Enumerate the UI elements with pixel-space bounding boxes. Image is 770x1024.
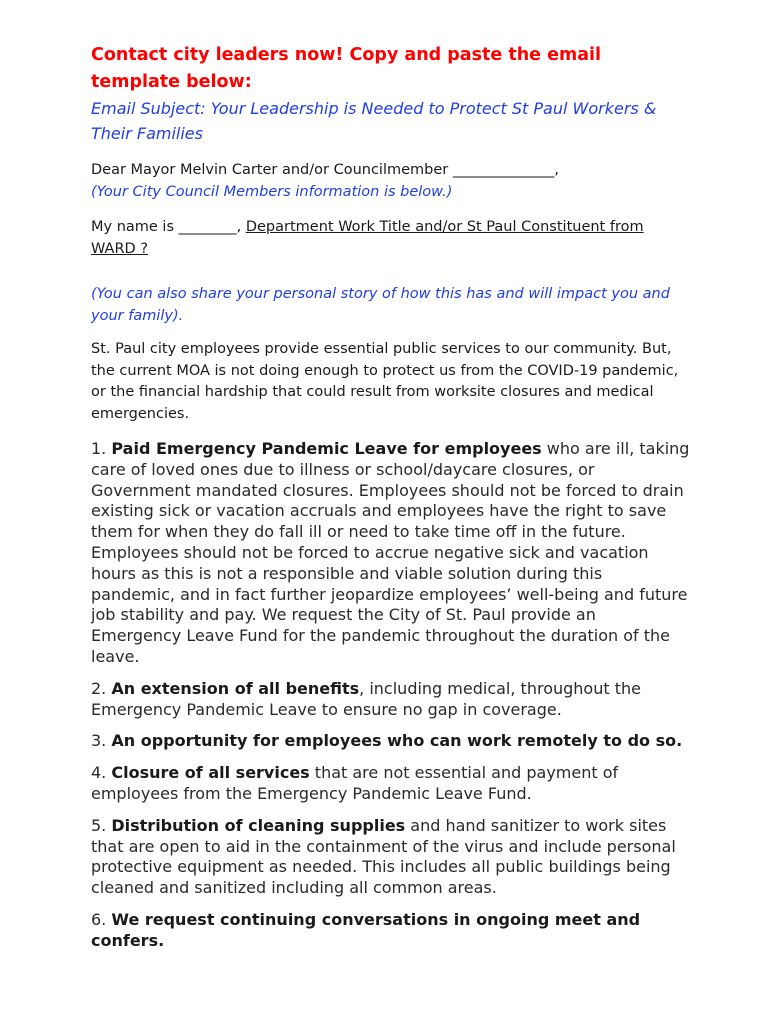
council-info-note: (Your City Council Members information is below.): [91, 183, 453, 200]
demand-number: 4.: [91, 763, 112, 783]
intro-prefix: My name is ________,: [91, 219, 246, 235]
greeting-line: Dear Mayor Melvin Carter and/or Councilmember ______________,: [91, 162, 559, 178]
demand-number: 2.: [91, 678, 112, 698]
intro-underlined: Department Work Title and/or St Paul Constituent from WARD ?: [91, 219, 644, 257]
demand-number: 5.: [91, 815, 112, 835]
headline: Contact city leaders now! Copy and paste the email template below:: [91, 45, 602, 92]
demand-number: 3.: [91, 731, 112, 751]
demand-item: [91, 439, 691, 668]
demand-item: [91, 910, 691, 952]
intro-line: [91, 217, 691, 260]
demand-title: Distribution of cleaning supplies: [111, 815, 406, 835]
story-note: (You can also share your personal story of how this has and will impact you and your family).: [91, 286, 670, 324]
demand-item: [91, 679, 691, 721]
demand-text: who are ill, taking care of loved ones due to illness or school/daycare closures, or Government mandated closures. Employees should not be forced to drain existing sick or vacation accruals and employees have the right to save them for when they do fall ill or need to take time off in the future. Employees should not be forced to accrue negative sick and vacation hours as this is not a responsible and viable solution during this pandemic, and in fact further jeopardize employees’ well-being and future job stability and pay. We request the City of St. Paul provide an Emergency Leave Fund for the pandemic throughout the duration of the leave.: [91, 439, 690, 666]
demand-title: Closure of all services: [111, 763, 310, 783]
demand-number: 1.: [91, 439, 112, 458]
demand-text: and hand sanitizer to work sites that are open to aid in the containment of the virus and include personal protective equipment as needed. This includes all public buildings being cleaned and sanitized including all common areas.: [91, 815, 676, 898]
demand-title: We request continuing conversations in ongoing meet and confers.: [91, 909, 641, 950]
demand-number: 6.: [91, 909, 112, 929]
demand-item: [91, 816, 691, 899]
context-paragraph: St. Paul city employees provide essential public services to our community. But, the current MOA is not doing enough to protect us from the COVID-19 pandemic, or the financial hardship that could result from worksite closures and medical emergencies.: [91, 341, 679, 422]
demand-item: [91, 763, 691, 805]
demand-text: that are not essential and payment of employees from the Emergency Pandemic Leave Fund.: [91, 763, 619, 803]
demand-text: , including medical, throughout the Emergency Pandemic Leave to ensure no gap in coverage.: [91, 678, 641, 719]
email-subject: Email Subject: Your Leadership is Needed to Protect St Paul Workers & Their Families: [91, 99, 657, 143]
demand-title: An opportunity for employees who can work remotely to do so.: [111, 731, 683, 751]
demand-title: An extension of all benefits: [111, 678, 360, 698]
email-template-document: [91, 42, 691, 952]
demand-title: Paid Emergency Pandemic Leave for employees: [111, 439, 542, 458]
demand-item: [91, 731, 691, 752]
